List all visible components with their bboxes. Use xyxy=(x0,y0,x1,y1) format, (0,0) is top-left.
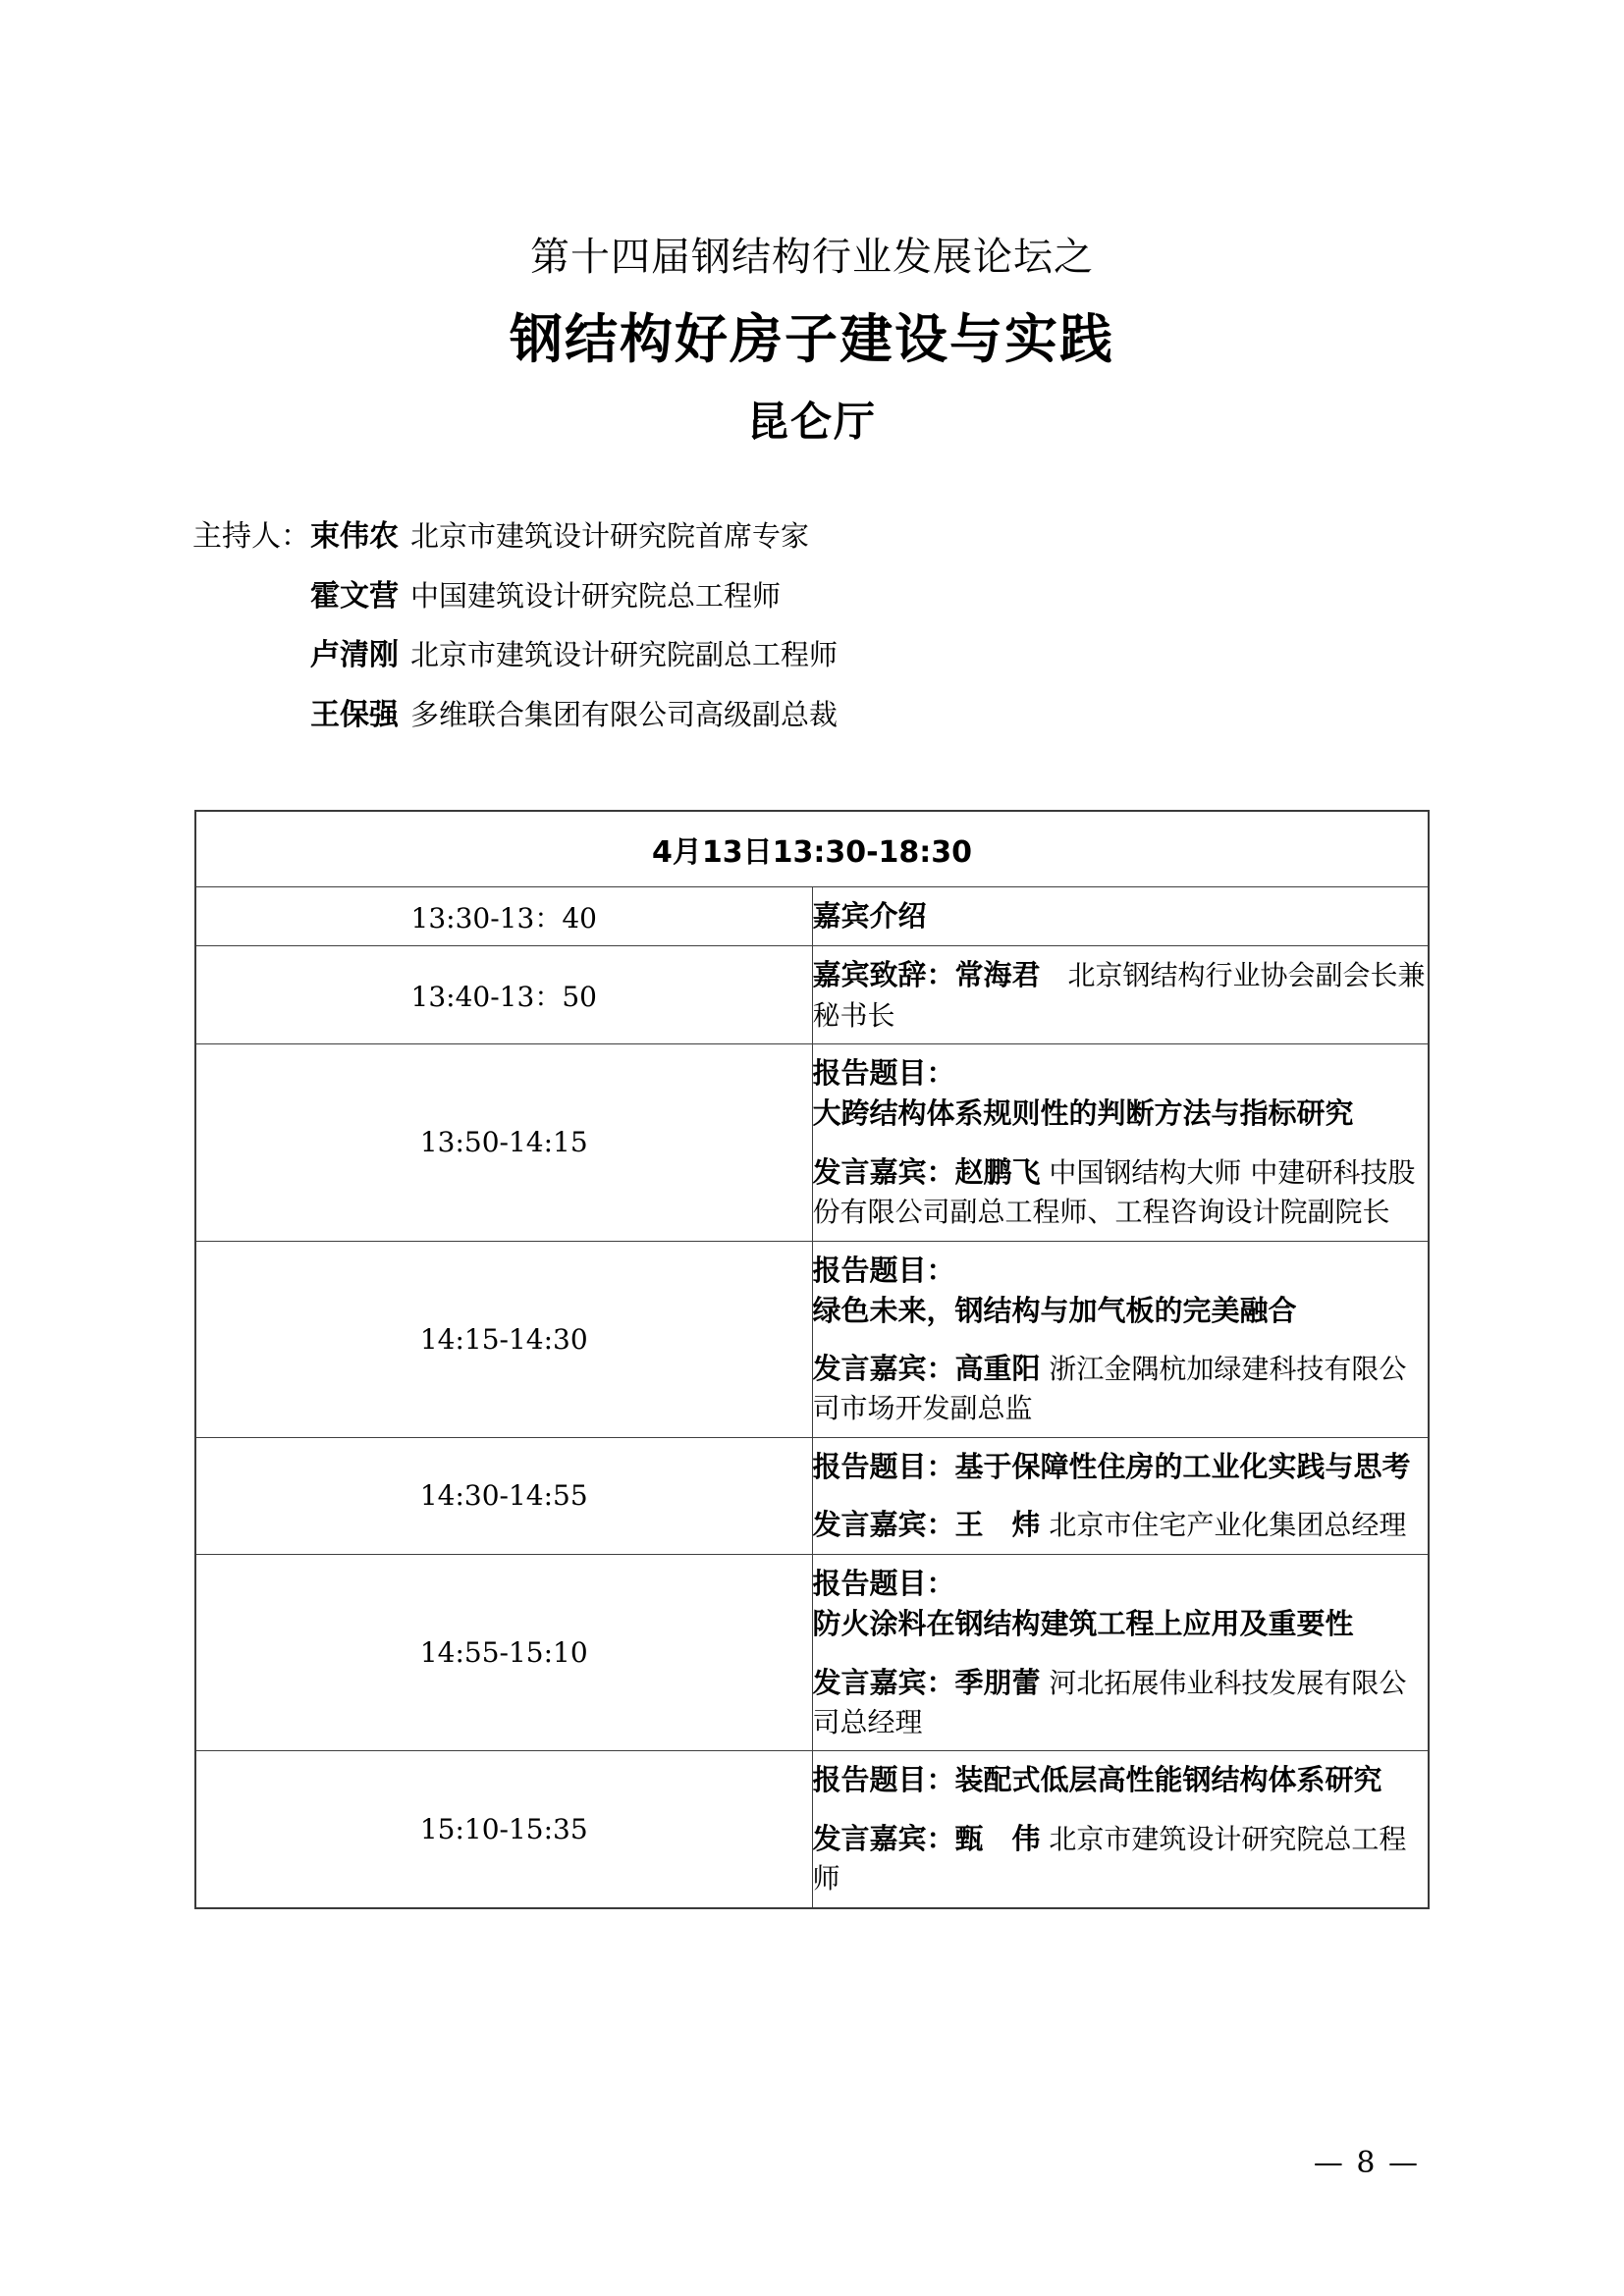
speaker-name: 王 炜 xyxy=(954,1507,1041,1541)
topic-label: 报告题目： xyxy=(812,1056,955,1091)
topic-label: 报告题目： xyxy=(812,1567,955,1601)
agenda-speaker-line xyxy=(813,1810,1429,1907)
moderator-name: 王保强 xyxy=(310,697,399,732)
moderator-row xyxy=(0,636,1624,676)
speaker-org: 浙江金隅杭加绿建科技有限公司市场开发副总监 xyxy=(812,1352,1407,1425)
table-row xyxy=(195,1751,1429,1908)
moderator-org: 多维联合集团有限公司高级副总裁 xyxy=(410,697,839,731)
agenda-speaker-line xyxy=(813,1496,1429,1554)
agenda-detail-cell xyxy=(812,887,1429,946)
moderator-row xyxy=(0,696,1624,736)
series-title: 第十四届钢结构行业发展论坛之 xyxy=(530,235,1094,280)
agenda-detail-cell xyxy=(812,1044,1429,1241)
venue-title: 昆仑厅 xyxy=(746,397,877,446)
topic-text: 大跨结构体系规则性的判断方法与指标研究 xyxy=(812,1096,1354,1131)
table-row xyxy=(195,1555,1429,1751)
speaker-label: 发言嘉宾： xyxy=(812,1507,955,1541)
moderator-name: 卢清刚 xyxy=(310,638,399,673)
table-row xyxy=(195,1044,1429,1241)
table-row xyxy=(195,946,1429,1044)
speaker-org: 北京市住宅产业化集团总经理 xyxy=(1040,1508,1407,1541)
greeting-label: 嘉宾致辞： xyxy=(812,958,955,992)
speaker-label: 发言嘉宾： xyxy=(812,1665,955,1699)
speaker-name: 赵鹏飞 xyxy=(954,1154,1041,1189)
topic-label: 报告题目： xyxy=(812,1763,955,1797)
agenda-detail-cell xyxy=(812,1241,1429,1437)
agenda-topic-line xyxy=(813,1438,1429,1496)
agenda-time-cell: 14:55-15:10 xyxy=(195,1555,812,1751)
speaker-name: 高重阳 xyxy=(954,1351,1041,1385)
moderator-org: 北京市建筑设计研究院首席专家 xyxy=(410,519,810,554)
speaker-org: 河北拓展伟业科技发展有限公司总经理 xyxy=(812,1666,1407,1738)
agenda-detail-line xyxy=(813,887,1429,945)
moderator-label: 主持人： xyxy=(192,519,310,555)
page-number: — 8 — xyxy=(1313,2146,1420,2180)
agenda-table-wrap xyxy=(0,755,1624,1908)
agenda-time-cell: 13:50-14:15 xyxy=(195,1044,812,1241)
table-row xyxy=(195,887,1429,946)
topic-label: 报告题目： xyxy=(812,1449,955,1483)
moderator-name: 霍文营 xyxy=(310,578,399,614)
agenda-header-row xyxy=(195,811,1429,887)
topic-text: 防火涂料在钢结构建筑工程上应用及重要性 xyxy=(812,1607,1354,1641)
agenda-topic-line xyxy=(813,1242,1429,1340)
speaker-org: 中国钢结构大师 中建研科技股份有限公司副总工程师、工程咨询设计院副院长 xyxy=(812,1155,1416,1228)
agenda-table xyxy=(194,810,1430,1908)
page-title: 钢结构好房子建设与实践 xyxy=(510,308,1114,370)
speaker-label: 发言嘉宾： xyxy=(812,1154,955,1189)
speaker-name: 季朋蕾 xyxy=(954,1665,1041,1699)
speaker-name: 甄 伟 xyxy=(954,1821,1041,1855)
table-row xyxy=(195,1241,1429,1437)
table-row xyxy=(195,1437,1429,1554)
speaker-label: 发言嘉宾： xyxy=(812,1821,955,1855)
greeting-name: 常海君 xyxy=(954,958,1041,992)
agenda-speaker-line xyxy=(813,1340,1429,1437)
agenda-detail-line xyxy=(813,946,1429,1043)
greeting-org: 北京钢结构行业协会副会长兼秘书长 xyxy=(812,959,1426,1032)
agenda-time-cell: 13:30-13：40 xyxy=(195,887,812,946)
agenda-detail-cell xyxy=(812,946,1429,1044)
agenda-time-cell: 15:10-15:35 xyxy=(195,1751,812,1908)
moderator-list xyxy=(0,447,1624,735)
agenda-topic-line xyxy=(813,1044,1429,1143)
moderator-row xyxy=(0,577,1624,617)
agenda-detail-cell xyxy=(812,1555,1429,1751)
speaker-org: 北京市建筑设计研究院总工程师 xyxy=(812,1822,1407,1895)
topic-text: 装配式低层高性能钢结构体系研究 xyxy=(954,1763,1382,1797)
agenda-speaker-line xyxy=(813,1144,1429,1241)
agenda-header-cell: 4月13日13:30-18:30 xyxy=(195,811,1429,887)
agenda-speaker-line xyxy=(813,1654,1429,1751)
agenda-time-cell: 14:15-14:30 xyxy=(195,1241,812,1437)
moderator-name: 束伟农 xyxy=(310,519,399,555)
moderator-org: 北京市建筑设计研究院副总工程师 xyxy=(410,638,839,672)
agenda-topic-line xyxy=(813,1751,1429,1809)
agenda-detail-cell xyxy=(812,1437,1429,1554)
topic-text: 基于保障性住房的工业化实践与思考 xyxy=(954,1449,1411,1483)
agenda-time-cell: 14:30-14:55 xyxy=(195,1437,812,1554)
moderator-org: 中国建筑设计研究院总工程师 xyxy=(410,578,782,613)
topic-text: 绿色未来，钢结构与加气板的完美融合 xyxy=(812,1293,1297,1327)
agenda-topic-line xyxy=(813,1555,1429,1653)
speaker-label: 发言嘉宾： xyxy=(812,1351,955,1385)
agenda-time-cell: 13:40-13：50 xyxy=(195,946,812,1044)
moderator-row xyxy=(0,517,1624,558)
agenda-detail-cell xyxy=(812,1751,1429,1908)
topic-label: 报告题目： xyxy=(812,1253,955,1287)
agenda-simple-text: 嘉宾介绍 xyxy=(812,899,927,934)
